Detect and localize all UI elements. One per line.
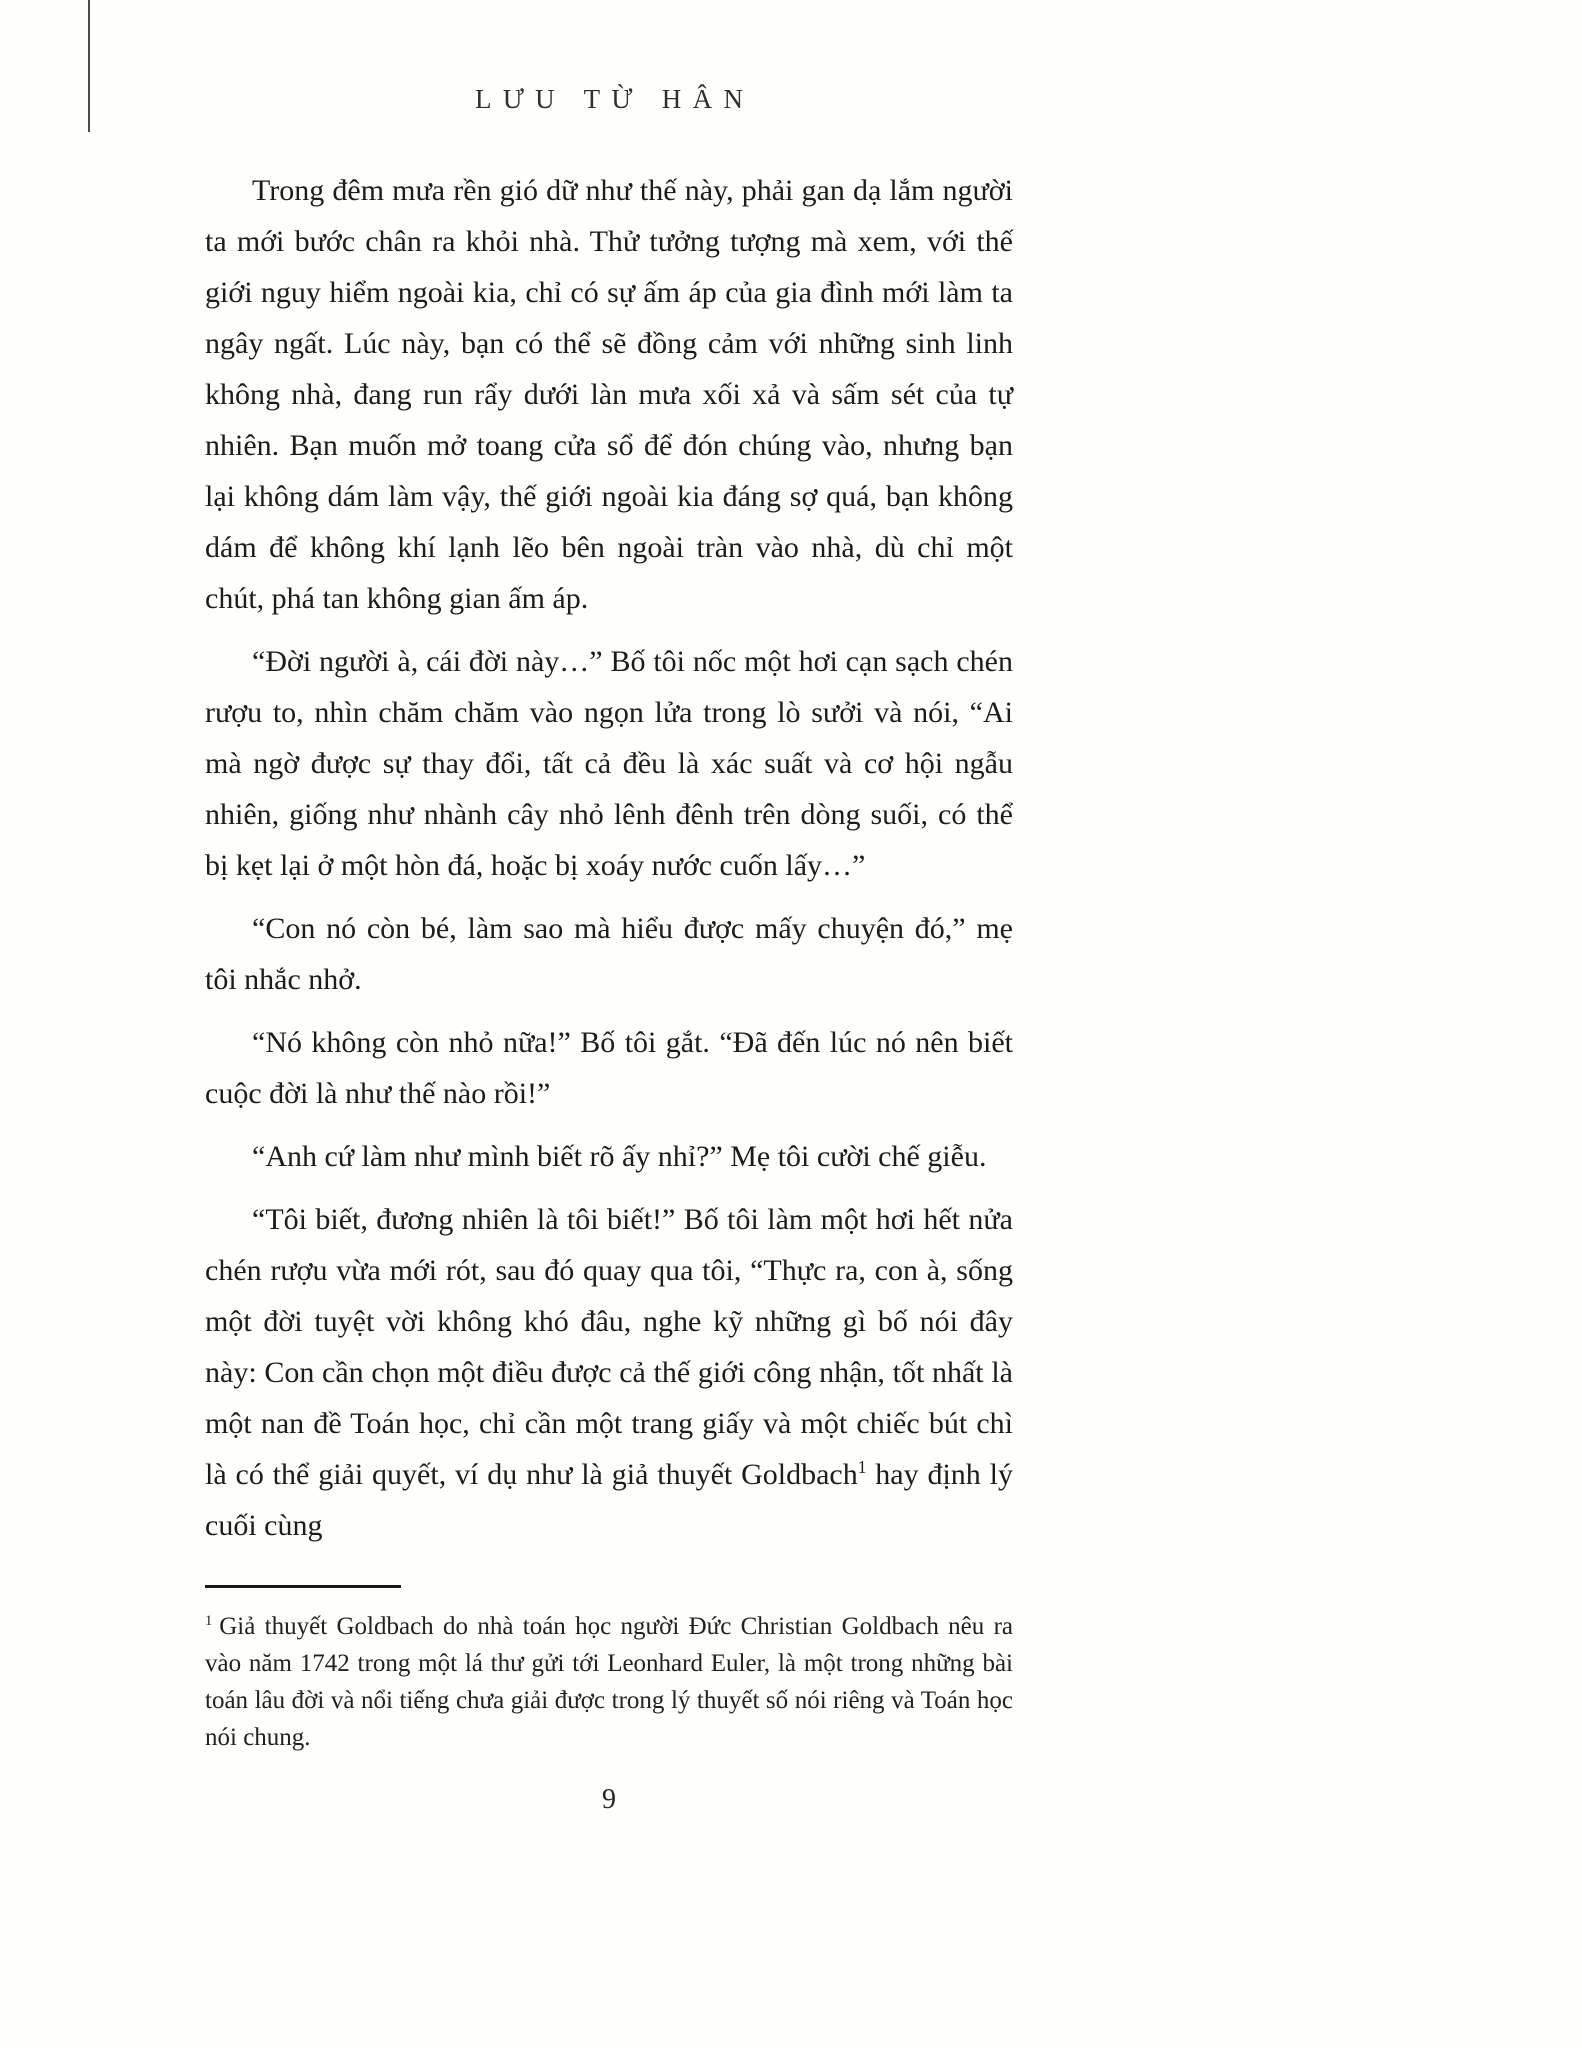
page-edge-mark xyxy=(88,0,90,132)
footnote-text: Giả thuyết Goldbach do nhà toán học người Đức Christian Goldbach nêu ra vào năm 1742 trong một lá thư gửi tới Leonhard Euler, là một trong những bài toán lâu đời và nổi tiếng chưa giải được trong lý thuyết số nói riêng và Toán học nói chung. xyxy=(205,1613,1013,1751)
body-paragraphs xyxy=(205,165,1013,1551)
paragraph: “Đời người à, cái đời này…” Bố tôi nốc một hơi cạn sạch chén rượu to, nhìn chăm chăm vào ngọn lửa trong lò sưởi và nói, “Ai mà ngờ được sự thay đổi, tất cả đều là xác suất và cơ hội ngẫu nhiên, giống như nhành cây nhỏ lênh đênh trên dòng suối, có thể bị kẹt lại ở một hòn đá, hoặc bị xoáy nước cuốn lấy…” xyxy=(205,645,1013,882)
paragraph: “Nó không còn nhỏ nữa!” Bố tôi gắt. “Đã đến lúc nó nên biết cuộc đời là như thế nào rồi!” xyxy=(205,1026,1013,1110)
paragraph: “Con nó còn bé, làm sao mà hiểu được mấy chuyện đó,” mẹ tôi nhắc nhở. xyxy=(205,912,1013,996)
footnote-separator xyxy=(205,1585,401,1588)
footnote-marker: 1 xyxy=(205,1612,213,1629)
paragraph: “Anh cứ làm như mình biết rõ ấy nhỉ?” Mẹ tôi cười chế giễu. xyxy=(252,1140,987,1173)
footnote-block xyxy=(205,1585,1013,1756)
footnote-reference: 1 xyxy=(857,1457,867,1477)
footnote xyxy=(205,1608,1013,1756)
running-head-author: LƯU TỪ HÂN xyxy=(475,84,755,114)
paragraph: “Tôi biết, đương nhiên là tôi biết!” Bố tôi làm một hơi hết nửa chén rượu vừa mới rót, sau đó quay qua tôi, “Thực ra, con à, sống một đời tuyệt vời không khó đâu, nghe kỹ những gì bố nói đây này: Con cần chọn một điều được cả thế giới công nhận, tốt nhất là một nan đề Toán học, chỉ cần một trang giấy và một chiếc bút chì là có thể giải quyết, ví dụ như là giả thuyết Goldbach$^1$ hay định lý cuối cùng xyxy=(205,1203,1013,1542)
text-column xyxy=(205,0,1013,1816)
paragraph: Trong đêm mưa rền gió dữ như thế này, phải gan dạ lắm người ta mới bước chân ra khỏi nhà. Thử tưởng tượng mà xem, với thế giới nguy hiểm ngoài kia, chỉ có sự ấm áp của gia đình mới làm ta ngây ngất. Lúc này, bạn có thể sẽ đồng cảm với những sinh linh không nhà, đang run rẩy dưới làn mưa xối xả và sấm sét của tự nhiên. Bạn muốn mở toang cửa sổ để đón chúng vào, nhưng bạn lại không dám làm vậy, thế giới ngoài kia đáng sợ quá, bạn không dám để không khí lạnh lẽo bên ngoài tràn vào nhà, dù chỉ một chút, phá tan không gian ấm áp. xyxy=(205,174,1013,615)
page-number: 9 xyxy=(602,1784,616,1815)
